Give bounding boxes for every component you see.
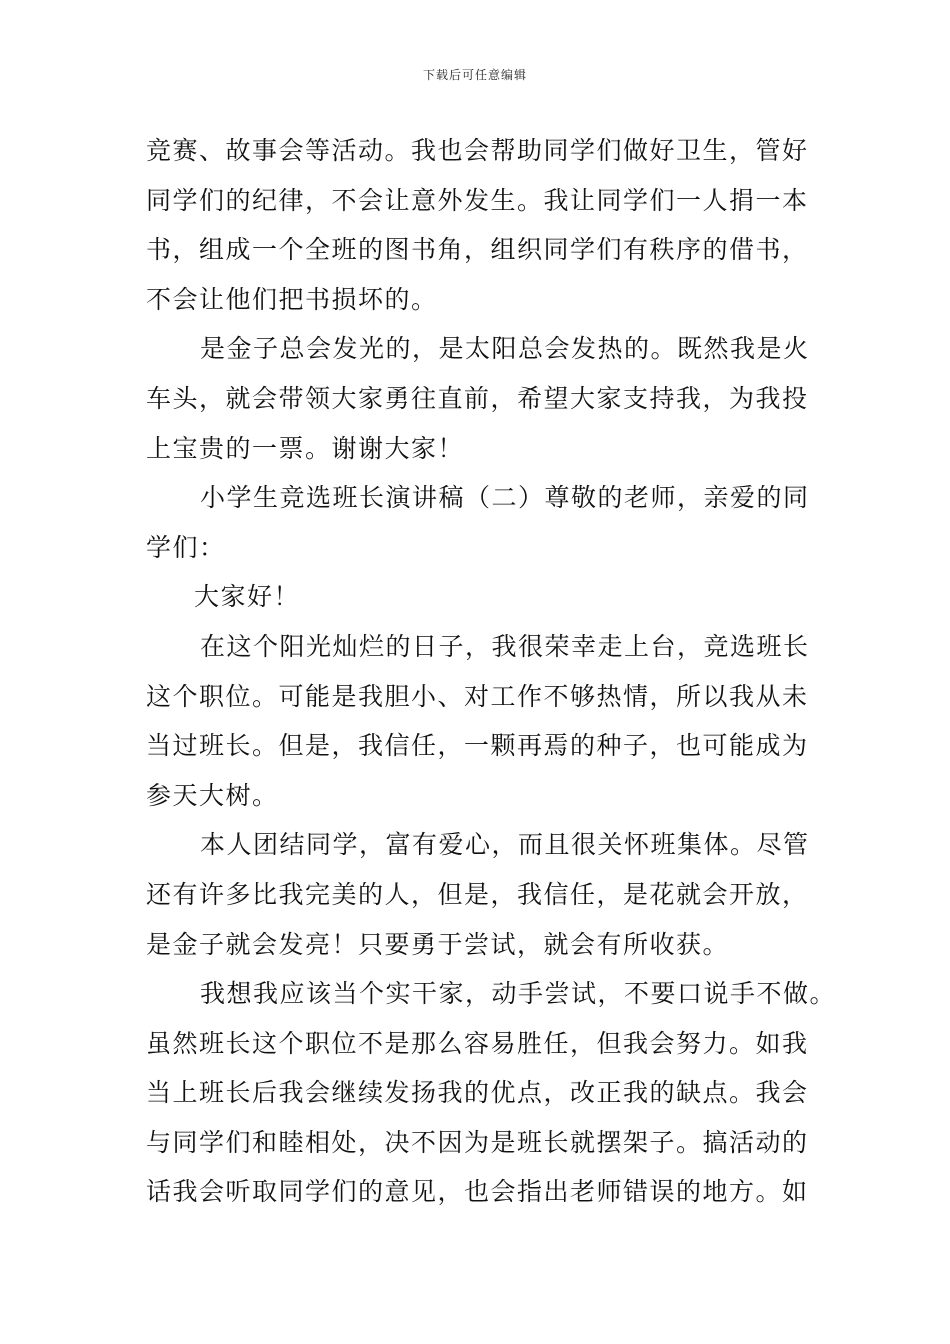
greeting-line: 大家好！	[194, 582, 301, 612]
text-line: 虽然班长这个职位不是那么容易胜任，但我会努力。如我	[146, 1028, 809, 1058]
text-line: 车头，就会带领大家勇往直前，希望大家支持我，为我投	[146, 383, 809, 413]
speech-title-line: 小学生竞选班长演讲稿（二）尊敬的老师，亲爱的同	[200, 483, 810, 513]
text-line: 参天大树。	[146, 780, 279, 810]
paragraph-start-line: 本人团结同学，富有爱心，而且很关怀班集体。尽管	[200, 830, 810, 860]
text-line: 当上班长后我会继续发扬我的优点，改正我的缺点。我会	[146, 1078, 809, 1108]
text-line: 书，组成一个全班的图书角，组织同学们有秩序的借书，	[146, 235, 809, 265]
text-line: 学们：	[146, 532, 226, 562]
page-header: 下载后可任意编辑	[422, 68, 527, 82]
text-line: 这个职位。可能是我胆小、对工作不够热情，所以我从未	[146, 681, 809, 711]
paragraph-start-line: 我想我应该当个实干家，动手尝试，不要口说手不做。	[200, 979, 837, 1009]
paragraph-start-line: 在这个阳光灿烂的日子，我很荣幸走上台，竞选班长	[200, 631, 810, 661]
text-line: 与同学们和睦相处，决不因为是班长就摆架子。搞活动的	[146, 1127, 809, 1157]
text-line: 话我会听取同学们的意见，也会指出老师错误的地方。如	[146, 1177, 809, 1207]
text-line: 竞赛、故事会等活动。我也会帮助同学们做好卫生，管好	[146, 136, 809, 165]
text-line: 还有许多比我完美的人，但是，我信任，是花就会开放，	[146, 879, 809, 909]
text-line: 是金子就会发亮！只要勇于尝试，就会有所收获。	[146, 929, 730, 959]
text-line: 上宝贵的一票。谢谢大家！	[146, 433, 465, 463]
document-body	[146, 126, 836, 1217]
text-line: 当过班长。但是，我信任，一颗再焉的种子，也可能成为	[146, 731, 809, 761]
text-line: 同学们的纪律，不会让意外发生。我让同学们一人捐一本	[146, 185, 809, 215]
text-line: 不会让他们把书损坏的。	[146, 284, 438, 314]
paragraph-start-line: 是金子总会发光的，是太阳总会发热的。既然我是火	[200, 334, 810, 364]
